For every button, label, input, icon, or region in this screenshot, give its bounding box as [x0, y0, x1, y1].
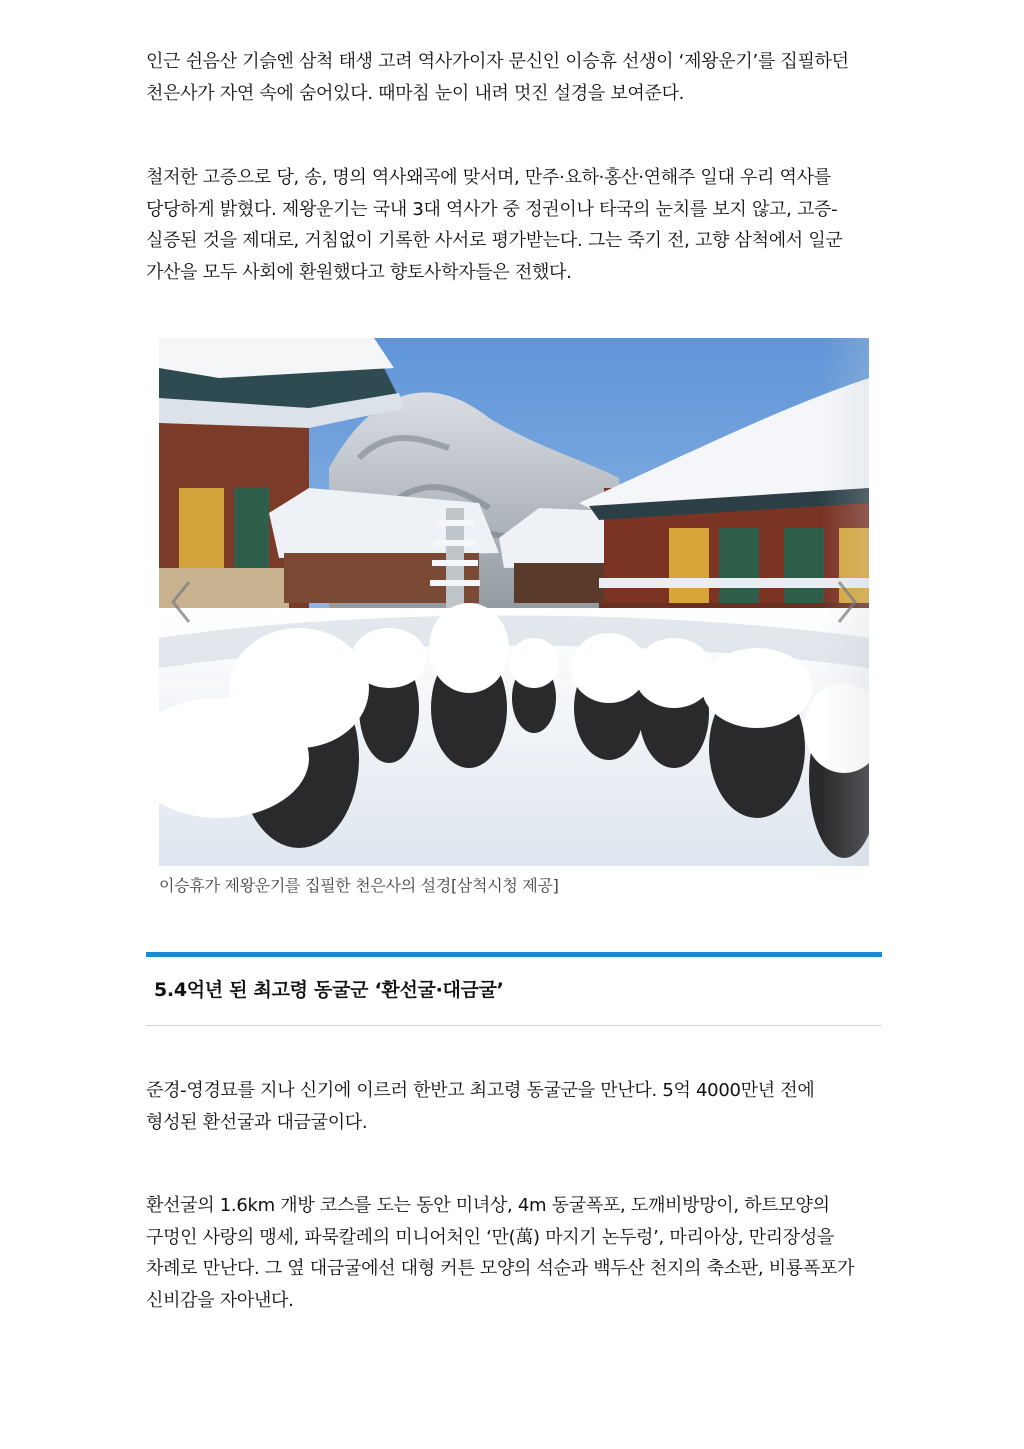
text-line: 준경-영경묘를 지나 신기에 이르러 한반고 최고령 동굴군을 만난다. 5억 4000만년 전에 [146, 1080, 815, 1101]
next-slide-button[interactable] [825, 576, 869, 628]
text-line: 천은사가 자연 속에 숨어있다. 때마침 눈이 내려 멋진 설경을 보여준다. [146, 82, 685, 104]
chevron-right-icon [835, 580, 859, 624]
photo-slideshow [159, 338, 869, 866]
text-line: 차례로 만난다. 그 옆 대금굴에선 대형 커튼 모양의 석순과 백두산 천지의 축소판, 비룡폭포가 [146, 1258, 855, 1279]
text-line: 형성된 환선굴과 대금굴이다. [146, 1111, 368, 1133]
text-line: 구멍인 사랑의 맹세, 파묵칼레의 미니어처인 ‘만(萬) 마지기 논두렁’, 마리아상, 만리장성을 [146, 1226, 835, 1248]
prev-slide-button[interactable] [159, 576, 203, 628]
text-line: 당당하게 밝혔다. 제왕운기는 국내 3대 역사가 중 정권이나 타국의 눈치를 보지 않고, 고증- [146, 198, 838, 220]
temple-snow-photo [159, 338, 869, 866]
photo-caption: 이승휴가 제왕운기를 집필한 천은사의 설경[삼척시청 제공] [159, 876, 559, 895]
paragraph-cheoneunsa [146, 46, 882, 109]
section-title: 5.4억년 된 최고령 동굴군 ‘환선굴·대금굴’ [154, 979, 504, 1001]
paragraph-hwanseongul [146, 1190, 882, 1316]
text-line: 철저한 고증으로 당, 송, 명의 역사왜곡에 맞서며, 만주·요하·홍산·연해주 일대 우리 역사를 [146, 167, 831, 188]
text-line: 신비감을 자아낸다. [146, 1289, 294, 1311]
text-line: 환선굴의 1.6km 개방 코스를 도는 동안 미녀상, 4m 동굴폭포, 도깨비방망이, 하트모양의 [146, 1195, 830, 1216]
temple-snow-illustration [159, 338, 869, 866]
text-line: 가산을 모두 사회에 환원했다고 향토사학자들은 전했다. [146, 261, 572, 283]
text-line: 실증된 것을 제대로, 거침없이 기록한 사서로 평가받는다. 그는 죽기 전, 고향 삼척에서 일군 [146, 230, 843, 251]
paragraph-cave-intro [146, 1075, 882, 1138]
paragraph-jewangungi [146, 162, 882, 288]
text-line: 인근 쉰음산 기슭엔 삼척 태생 고려 역사가이자 문신인 이승휴 선생이 ‘제왕운기’를 집필하던 [146, 51, 849, 72]
chevron-left-icon [169, 580, 193, 624]
section-header [146, 952, 882, 1026]
